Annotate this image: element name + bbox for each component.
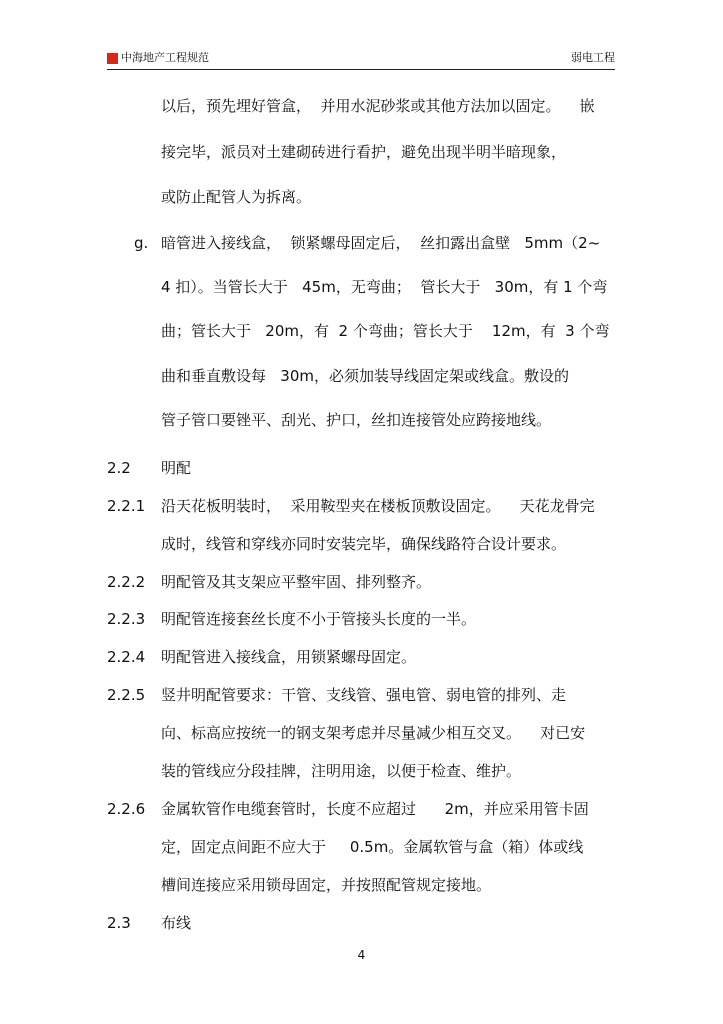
body-line: 向、标高应按统一的钢支架考虑并尽量减少相互交叉。 对已安 [161,724,586,742]
body-line: 暗管进入接线盒， 锁紧螺母固定后， 丝扣露出盒壁 5mm（2~ [161,234,601,252]
section-number-2-2-5: 2.2.5 [107,686,146,704]
body-line: 曲；管长大于 20m，有 2 个弯曲；管长大于 12m，有 3 个弯 [161,322,610,340]
body-line: 明配管及其支架应平整牢固、排列整齐。 [161,573,432,591]
header-divider [107,69,615,70]
body-line: 定，固定点间距不应大于 0.5m。金属软管与盒（箱）体或线 [161,838,584,856]
section-title-2-2: 明配 [161,459,192,477]
body-line: 沿天花板明装时， 采用鞍型夹在楼板顶敷设固定。 天花龙骨完 [161,497,595,515]
section-number-2-2-6: 2.2.6 [107,800,146,818]
body-line: 或防止配管人为拆离。 [161,188,312,206]
body-line: 成时，线管和穿线亦同时安装完毕，确保线路符合设计要求。 [161,535,567,553]
body-line: 装的管线应分段挂牌，注明用途，以便于检查、维护。 [161,762,522,780]
body-line: 管子管口要锉平、刮光、护口，丝扣连接管处应跨接地线。 [161,411,552,429]
section-number-2-2-4: 2.2.4 [107,648,146,666]
body-line: 槽间连接应采用锁母固定，并按照配管规定接地。 [161,876,492,894]
section-number-2-2: 2.2 [107,459,131,477]
body-line: 明配管连接套丝长度不小于管接头长度的一半。 [161,610,477,628]
section-number-2-2-3: 2.2.3 [107,610,146,628]
section-number-2-2-2: 2.2.2 [107,573,146,591]
item-number-g: g. [134,234,149,252]
section-title-2-3: 布线 [161,914,192,932]
section-number-2-2-1: 2.2.1 [107,497,146,515]
body-line: 金属软管作电缆套管时，长度不应超过 2m，并应采用管卡固 [161,800,589,818]
body-line: 接完毕，派员对土建砌砖进行看护，避免出现半明半暗现象， [161,143,567,161]
header-right-title: 弱电工程 [571,51,615,64]
body-line: 竖井明配管要求：干管、支线管、强电管、弱电管的排列、走 [161,686,567,704]
page-header [107,50,615,68]
page-number: 4 [357,948,366,962]
body-line: 以后，预先埋好管盒， 并用水泥砂浆或其他方法加以固定。 嵌 [161,97,595,115]
header-left-title: 中海地产工程规范 [121,51,209,64]
body-line: 明配管进入接线盒，用锁紧螺母固定。 [161,648,417,666]
body-line: 4 扣）。当管长大于 45m，无弯曲； 管长大于 30m，有 1 个弯 [161,278,608,296]
body-line: 曲和垂直敷设每 30m，必须加装导线固定架或线盒。敷设的 [161,367,570,385]
company-logo-icon [107,53,118,64]
section-number-2-3: 2.3 [107,914,131,932]
